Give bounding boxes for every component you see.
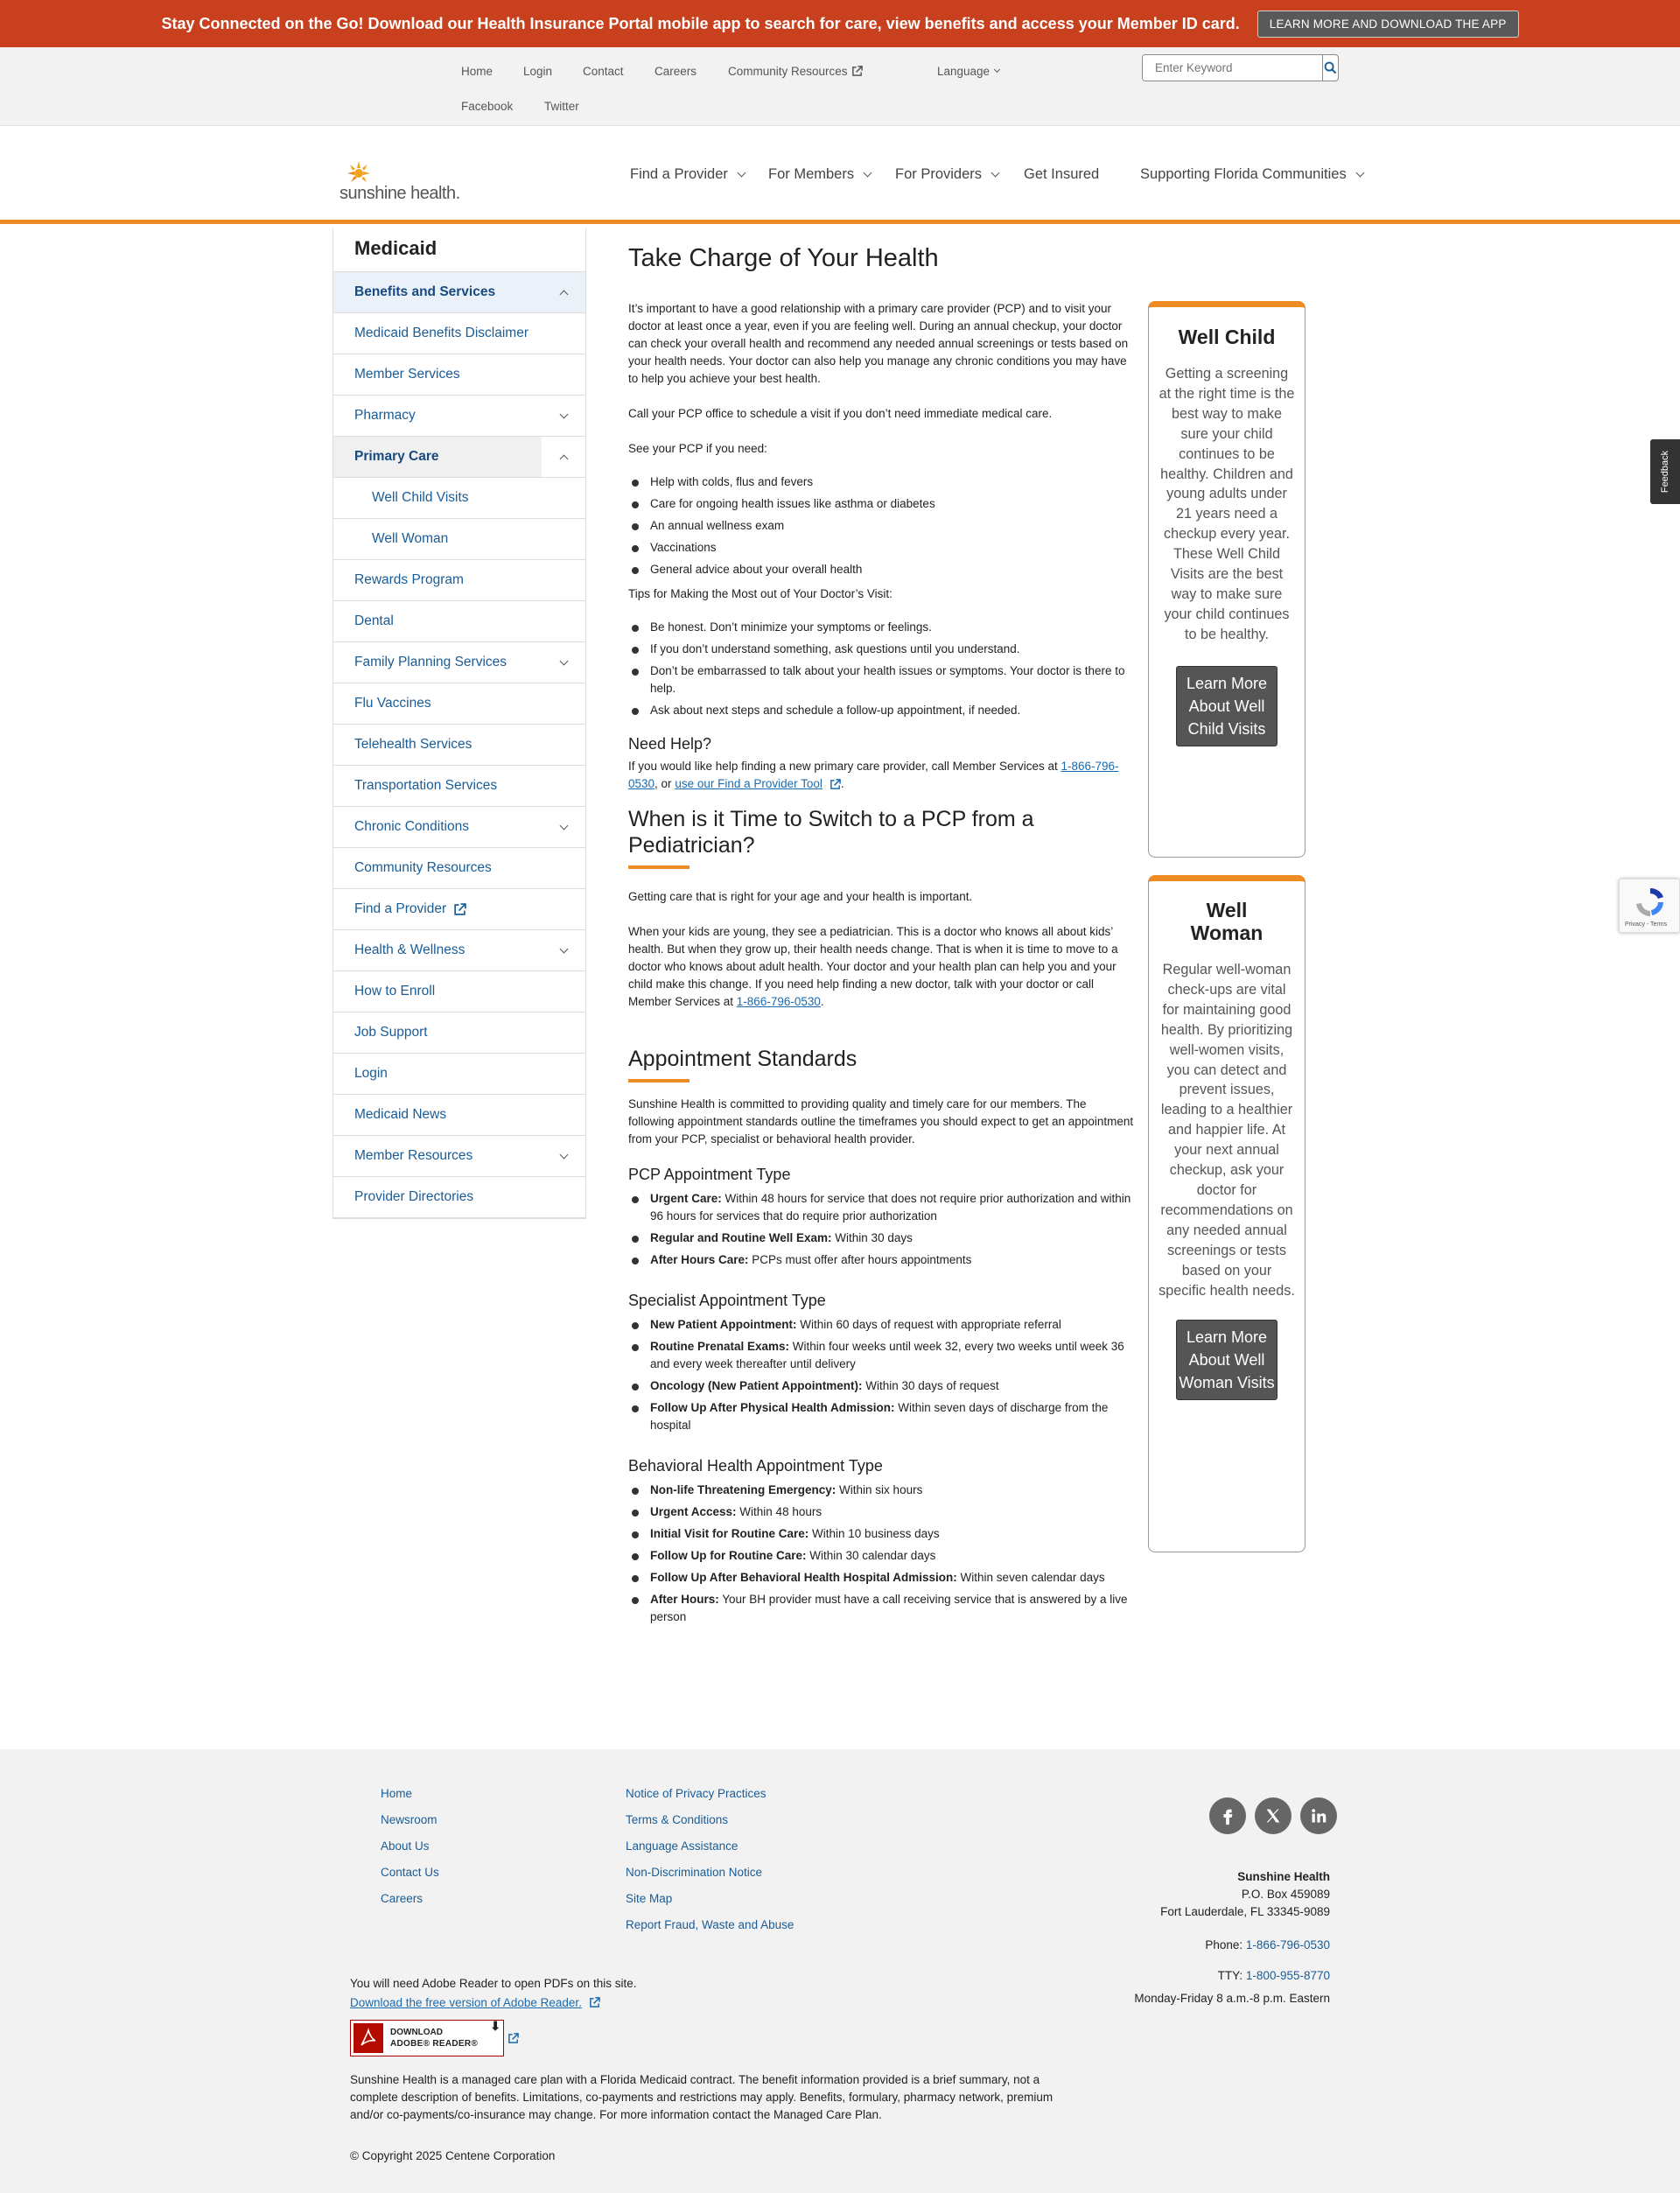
sidebar-item-label: Well Child Visits: [372, 490, 469, 505]
heading-accent-bar: [628, 865, 690, 869]
appointment-item: [628, 1190, 1134, 1225]
footer-po-box: P.O. Box 459089: [1241, 1888, 1330, 1901]
appointment-item-text: Within four weeks until week 32, every two weeks until week 36 and every week thereafter until delivery: [650, 1340, 1124, 1370]
footer-link-careers[interactable]: Careers: [381, 1892, 424, 1905]
adobe-download-link[interactable]: [350, 1996, 600, 2009]
appointment-item: [628, 1399, 1134, 1434]
chevron-down-icon: [559, 944, 568, 953]
sidebar-item-member-services[interactable]: [333, 354, 585, 396]
appointment-item: [628, 1230, 1134, 1247]
banner-message: Stay Connected on the Go! Download our Health Insurance Portal mobile app to search for care, view benefits and access your Member ID card.: [161, 14, 1240, 32]
appointment-item-label: After Hours Care:: [650, 1253, 749, 1266]
chevron-up-icon: [559, 290, 568, 298]
sidebar-item-label: Login: [354, 1066, 388, 1081]
medicaid-sidebar: [332, 228, 586, 1219]
tips-list: [628, 619, 1134, 719]
footer-link-notice-of-privacy-practices[interactable]: Notice of Privacy Practices: [626, 1787, 766, 1800]
appointment-item-label: Regular and Routine Well Exam:: [650, 1231, 832, 1244]
footer-disclaimer: Sunshine Health is a managed care plan with a Florida Medicaid contract. The benefit information provided is a brief summary, not a complete description of benefits. Limitations, co-payments and restrictions may apply. Benefits, formulary, pharmacy network, premium and/or co-payments/co-insurance may change. For more information contact the Managed Care Plan.: [350, 2073, 1054, 2121]
appointment-item-label: Oncology (New Patient Appointment):: [650, 1379, 863, 1392]
chevron-down-icon: [1355, 169, 1364, 178]
footer-link-report-fraud-waste-and-abuse[interactable]: Report Fraud, Waste and Abuse: [626, 1918, 794, 1931]
sidebar-item-label: Community Resources: [354, 860, 492, 875]
footer-link-about-us[interactable]: About Us: [381, 1839, 430, 1853]
appointment-item: [628, 1525, 1134, 1543]
appointment-item-label: Non-life Threatening Emergency:: [650, 1483, 836, 1496]
utility-home-link[interactable]: Home: [461, 65, 494, 78]
list-item: Don’t be embarrassed to talk about your health issues or symptoms. Your doctor is there to help.: [628, 662, 1134, 697]
footer-org-name: Sunshine Health: [1237, 1870, 1330, 1883]
appointment-item-text: Within 30 days: [831, 1231, 913, 1244]
appointment-item-text: Within 48 hours for service that does not require prior authorization and within 96 hours for services that do require prior authorization: [650, 1192, 1131, 1223]
logo-text: sunshine health.: [340, 184, 460, 203]
sidebar-toggle-button[interactable]: [542, 930, 585, 970]
switch-paragraph-2: [628, 923, 1134, 1011]
list-item: If you don’t understand something, ask questions until you understand.: [628, 641, 1134, 658]
external-link-icon: [508, 2033, 519, 2044]
facebook-icon[interactable]: [1209, 1797, 1246, 1834]
app-promo-banner: [0, 0, 1680, 47]
sidebar-toggle-button[interactable]: [542, 642, 585, 683]
sidebar-item-login[interactable]: [333, 1054, 585, 1095]
sidebar-toggle-button[interactable]: [542, 272, 585, 312]
well-woman-card: [1148, 875, 1306, 1552]
sidebar-item-job-support[interactable]: [333, 1012, 585, 1054]
appointment-item: [628, 1503, 1134, 1521]
sidebar-item-pharmacy[interactable]: [333, 396, 585, 437]
feedback-label: Feedback: [1660, 450, 1670, 494]
appointment-item: [628, 1251, 1134, 1269]
appointment-item-text: Within 30 days of request: [862, 1379, 999, 1392]
specialist-appointment-heading: Specialist Appointment Type: [628, 1292, 826, 1309]
search-box: [1142, 54, 1339, 81]
footer-tty-link[interactable]: 1-800-955-8770: [1245, 1969, 1330, 1982]
switch-paragraph-2-text: When your kids are young, they see a pediatrician. This is a doctor who knows all about kids’ health. But when they grow up, their health needs change. That is when it is time to move to a doctor who knows about adult health. Your doctor and your health plan can help you and your child make this change. If you need help finding a new doctor, talk with your doctor or call Member Services at: [628, 925, 1118, 1008]
nav-for-members[interactable]: [768, 166, 871, 183]
footer-link-site-map[interactable]: Site Map: [626, 1892, 673, 1905]
footer-copyright: © Copyright 2025 Centene Corporation: [350, 2149, 556, 2162]
well-woman-learn-more-button[interactable]: Learn More About Well Woman Visits: [1176, 1320, 1278, 1400]
chevron-down-icon: [559, 821, 568, 830]
well-woman-body: Regular well-woman check-ups are vital for maintaining good health. By prioritizing well-women visits, you can detect and prevent issues, leading to a healthier and happier life. At your next annual checkup, ask your doctor for recommendations on any needed annual screenings or tests based on your specific health needs.: [1158, 962, 1295, 1299]
utility-bar: [0, 47, 1680, 126]
chevron-down-icon: [559, 1150, 568, 1159]
main-content: [628, 243, 1134, 1630]
sidebar-item-label: Member Services: [354, 367, 460, 382]
sidebar-item-rewards-program[interactable]: [333, 560, 585, 601]
sidebar-item-label: Transportation Services: [354, 778, 498, 793]
sidebar-item-health-and-wellness[interactable]: [333, 930, 585, 971]
sidebar-item-label: Dental: [354, 613, 394, 628]
nav-supporting-label: Supporting Florida Communities: [1140, 166, 1347, 182]
sidebar-item-member-resources[interactable]: [333, 1136, 585, 1177]
external-link-icon: [453, 903, 466, 916]
footer-phone: [1205, 1937, 1330, 1954]
sunshine-health-logo[interactable]: [340, 159, 460, 204]
appointment-item-text: Within seven calendar days: [956, 1571, 1105, 1584]
appointment-item: [628, 1591, 1134, 1626]
download-arrow-icon: ⬇: [490, 2019, 500, 2033]
bh-appointment-list: [628, 1482, 1134, 1626]
adobe-reader-badge[interactable]: [350, 2020, 504, 2056]
sidebar-item-well-woman[interactable]: [333, 519, 585, 560]
appointment-item-label: Urgent Access:: [650, 1505, 737, 1518]
sidebar-item-family-planning-services[interactable]: [333, 642, 585, 683]
appointment-item-text: PCPs must offer after hours appointments: [748, 1253, 972, 1266]
appointment-item-label: After Hours:: [650, 1593, 719, 1606]
list-item: Care for ongoing health issues like asthma or diabetes: [628, 495, 1134, 513]
well-child-learn-more-button[interactable]: Learn More About Well Child Visits: [1176, 666, 1278, 746]
pcp-appointment-heading: PCP Appointment Type: [628, 1166, 791, 1183]
sidebar-item-dental[interactable]: [333, 601, 585, 642]
adobe-pdf-icon: [354, 2023, 383, 2053]
sidebar-item-label: Job Support: [354, 1025, 428, 1040]
sidebar-item-label: Medicaid News: [354, 1107, 447, 1122]
footer-tty: [1218, 1967, 1330, 1985]
language-label: Language: [937, 65, 990, 78]
sidebar-item-label: Telehealth Services: [354, 737, 472, 752]
footer-link-non-discrimination-notice[interactable]: Non-Discrimination Notice: [626, 1866, 763, 1879]
call-paragraph: Call your PCP office to schedule a visit if you don’t need immediate medical care.: [628, 407, 1053, 420]
appointment-item-text: Your BH provider must have a call receiving service that is answered by a live person: [650, 1593, 1128, 1623]
nav-get-insured-label: Get Insured: [1024, 166, 1100, 182]
recaptcha-terms[interactable]: Privacy - Terms: [1625, 921, 1668, 928]
sidebar-item-medicaid-news[interactable]: [333, 1095, 585, 1136]
list-item: An annual wellness exam: [628, 517, 1134, 535]
heading-accent-bar: [628, 1079, 690, 1082]
or-text: , or: [654, 777, 676, 790]
list-item: Be honest. Don’t minimize your symptoms or feelings.: [628, 619, 1134, 636]
sidebar-item-label: Pharmacy: [354, 408, 416, 423]
footer-address: [1160, 1868, 1330, 1921]
main-navigation: [0, 126, 1680, 224]
sidebar-item-label: Well Woman: [372, 531, 449, 546]
sidebar-list: [333, 272, 585, 1218]
external-link-icon: [589, 1997, 600, 2008]
footer-hours: Monday-Friday 8 a.m.-8 p.m. Eastern: [1134, 1992, 1330, 2005]
sidebar-toggle-button[interactable]: [542, 396, 585, 436]
sidebar-item-benefits-and-services[interactable]: [333, 272, 585, 313]
appointment-intro: Sunshine Health is committed to providing quality and timely care for our members. The following appointment standards outline the timeframes you should expect to get an appointment from your PCP, specialist or behavioral health provider.: [628, 1097, 1134, 1146]
utility-login-link[interactable]: Login: [523, 65, 553, 78]
chevron-down-icon: [991, 169, 1000, 178]
bh-appointment-heading: Behavioral Health Appointment Type: [628, 1457, 883, 1475]
linkedin-icon[interactable]: [1300, 1797, 1337, 1834]
sidebar-item-telehealth-services[interactable]: [333, 725, 585, 766]
feedback-tab[interactable]: [1650, 439, 1680, 504]
list-item: General advice about your overall health: [628, 561, 1134, 578]
pcp-appointment-list: [628, 1190, 1134, 1269]
appointment-item-text: Within 10 business days: [808, 1527, 940, 1540]
find-provider-tool-link[interactable]: use our Find a Provider Tool: [675, 777, 822, 790]
well-child-body: Getting a screening at the right time is the best way to make sure your child continues to be healthy. Children and young adults under 21 years need a checkup every year. These Well Child Visits are the best way to make sure your child continues to be healthy.: [1158, 366, 1295, 642]
appointment-item-label: New Patient Appointment:: [650, 1318, 797, 1331]
sidebar-item-how-to-enroll[interactable]: [333, 971, 585, 1012]
list-item: Vaccinations: [628, 539, 1134, 557]
page-title: Take Charge of Your Health: [628, 244, 939, 272]
sidebar-item-label: Member Resources: [354, 1148, 473, 1163]
sidebar-item-label: Find a Provider: [354, 901, 447, 916]
search-button[interactable]: [1322, 55, 1338, 81]
sidebar-item-label: Health & Wellness: [354, 942, 466, 957]
switch-paragraph-1: Getting care that is right for your age and your health is important.: [628, 890, 973, 903]
well-child-title: Well Child: [1178, 326, 1276, 348]
appointment-item-label: Urgent Care:: [650, 1192, 722, 1205]
appointment-item-label: Routine Prenatal Exams:: [650, 1340, 790, 1353]
language-dropdown[interactable]: [937, 65, 999, 78]
sidebar-item-label: Provider Directories: [354, 1189, 474, 1204]
nav-get-insured[interactable]: [1024, 166, 1099, 183]
sidebar-item-find-a-provider[interactable]: [333, 889, 585, 930]
appointment-item-text: Within 30 calendar days: [806, 1549, 936, 1562]
appointment-item-text: Within seven days of discharge from the hospital: [650, 1401, 1109, 1432]
utility-community-label: Community Resources: [728, 65, 848, 78]
sidebar-item-label: Benefits and Services: [354, 284, 496, 299]
footer-phone-link[interactable]: 1-866-796-0530: [1245, 1938, 1330, 1951]
well-woman-title: Well Woman: [1190, 899, 1264, 944]
adobe-badge-line2: ADOBE® READER®: [390, 2039, 479, 2049]
utility-facebook-link[interactable]: Facebook: [461, 100, 514, 113]
appointment-item-text: Within 48 hours: [736, 1505, 822, 1518]
sidebar-item-primary-care[interactable]: [333, 437, 585, 478]
nav-for-providers-label: For Providers: [895, 166, 983, 182]
switch-heading: When is it Time to Switch to a PCP from a Pediatrician?: [628, 807, 1034, 858]
sidebar-item-label: Family Planning Services: [354, 655, 508, 669]
period-text: .: [840, 777, 844, 790]
appointment-item-label: Follow Up After Behavioral Health Hospital Admission:: [650, 1571, 957, 1584]
external-link-icon: [830, 779, 841, 790]
specialist-appointment-list: [628, 1316, 1134, 1434]
phone-label: Phone:: [1205, 1938, 1246, 1951]
list-item: Help with colds, flus and fevers: [628, 473, 1134, 491]
sidebar-item-label: How to Enroll: [354, 984, 436, 998]
sidebar-item-label: Rewards Program: [354, 572, 464, 587]
footer-link-contact-us[interactable]: Contact Us: [381, 1866, 439, 1879]
sidebar-item-chronic-conditions[interactable]: [333, 807, 585, 848]
recaptcha-badge[interactable]: [1619, 879, 1680, 933]
period-text: .: [820, 995, 824, 1008]
external-link-icon: [851, 66, 863, 77]
appointment-item: [628, 1569, 1134, 1587]
sidebar-item-community-resources[interactable]: [333, 848, 585, 889]
appointment-item-text: Within six hours: [836, 1483, 923, 1496]
chevron-down-icon: [737, 169, 746, 178]
member-services-phone-link[interactable]: 1-866-796-0530: [628, 760, 1119, 790]
utility-contact-link[interactable]: Contact: [583, 65, 624, 78]
sidebar-item-label: Chronic Conditions: [354, 819, 469, 834]
learn-more-download-button[interactable]: LEARN MORE AND DOWNLOAD THE APP: [1257, 11, 1519, 38]
footer-link-language-assistance[interactable]: Language Assistance: [626, 1839, 738, 1853]
appointment-item-label: Follow Up After Physical Health Admission:: [650, 1401, 895, 1414]
appointment-item-label: Initial Visit for Routine Care:: [650, 1527, 809, 1540]
sidebar-item-label: Flu Vaccines: [354, 696, 431, 711]
sidebar-item-label: Medicaid Benefits Disclaimer: [354, 326, 528, 340]
footer-link-home[interactable]: Home: [381, 1787, 413, 1800]
nav-find-provider-label: Find a Provider: [630, 166, 728, 182]
nav-for-providers[interactable]: [895, 166, 998, 183]
appointment-item: [628, 1338, 1134, 1373]
footer-city: Fort Lauderdale, FL 33345-9089: [1160, 1905, 1330, 1918]
well-child-card: [1148, 301, 1306, 858]
appointment-item-label: Follow Up for Routine Care:: [650, 1549, 807, 1562]
site-footer: [0, 1749, 1680, 2193]
search-input[interactable]: [1143, 55, 1322, 81]
list-item: Ask about next steps and schedule a follow-up appointment, if needed.: [628, 702, 1134, 719]
sidebar-item-provider-directories[interactable]: [333, 1177, 585, 1218]
appointment-item: [628, 1482, 1134, 1499]
pcp-needs-list: [628, 473, 1134, 578]
search-icon: [1324, 61, 1337, 74]
need-help-paragraph: [628, 758, 1134, 793]
adobe-link-text: Download the free version of Adobe Reader.: [350, 1996, 582, 2009]
tips-heading: Tips for Making the Most out of Your Doctor’s Visit:: [628, 587, 892, 600]
sidebar-toggle-button[interactable]: [542, 437, 585, 477]
appointment-standards-heading: Appointment Standards: [628, 1047, 858, 1071]
chevron-down-icon: [864, 169, 872, 178]
sidebar-item-medicaid-benefits-disclaimer[interactable]: [333, 313, 585, 354]
chevron-down-icon: [559, 656, 568, 665]
footer-link-terms-and-conditions[interactable]: Terms & Conditions: [626, 1813, 729, 1826]
adobe-badge-line1: DOWNLOAD: [390, 2028, 443, 2037]
utility-careers-link[interactable]: Careers: [654, 65, 697, 78]
chevron-up-icon: [559, 454, 568, 463]
appointment-item: [628, 1377, 1134, 1395]
sidebar-item-flu-vaccines[interactable]: [333, 683, 585, 725]
intro-paragraph: It’s important to have a good relationship with a primary care provider (PCP) and to visit your doctor at least once a year, even if you are feeling well. During an annual checkup, your doctor can check your overall health and recommend any needed annual screenings or tests based on your health needs. Your doctor can also help you manage any chronic conditions you may have to help you achieve your best health.: [628, 302, 1129, 385]
sidebar-toggle-button[interactable]: [542, 1136, 585, 1176]
appointment-item: [628, 1547, 1134, 1565]
utility-community-link[interactable]: [728, 65, 863, 78]
sidebar-title: Medicaid: [333, 228, 585, 272]
recaptcha-icon: [1633, 885, 1668, 920]
sunshine-logo-icon: [340, 159, 371, 186]
appointment-item: [628, 1316, 1134, 1334]
chevron-down-icon: [994, 67, 1000, 73]
sidebar-item-transportation-services[interactable]: [333, 766, 585, 807]
member-services-phone-link-2[interactable]: 1-866-796-0530: [736, 995, 821, 1008]
nav-find-provider[interactable]: [630, 166, 745, 183]
chevron-down-icon: [559, 410, 568, 418]
nav-supporting-florida[interactable]: [1140, 166, 1363, 183]
need-help-heading: Need Help?: [628, 735, 712, 753]
adobe-note: You will need Adobe Reader to open PDFs on this site.: [350, 1977, 637, 1990]
tty-label: TTY:: [1217, 1969, 1246, 1982]
appointment-item-text: Within 60 days of request with appropriate referral: [796, 1318, 1061, 1331]
footer-link-newsroom[interactable]: Newsroom: [381, 1813, 438, 1826]
nav-for-members-label: For Members: [768, 166, 855, 182]
sidebar-toggle-button[interactable]: [542, 807, 585, 847]
see-pcp-paragraph: See your PCP if you need:: [628, 442, 767, 455]
need-help-text: If you would like help finding a new primary care provider, call Member Services at: [628, 760, 1061, 773]
x-icon[interactable]: [1255, 1797, 1292, 1834]
utility-twitter-link[interactable]: Twitter: [544, 100, 579, 113]
sidebar-item-well-child-visits[interactable]: [333, 478, 585, 519]
sidebar-item-label: Primary Care: [354, 449, 439, 464]
